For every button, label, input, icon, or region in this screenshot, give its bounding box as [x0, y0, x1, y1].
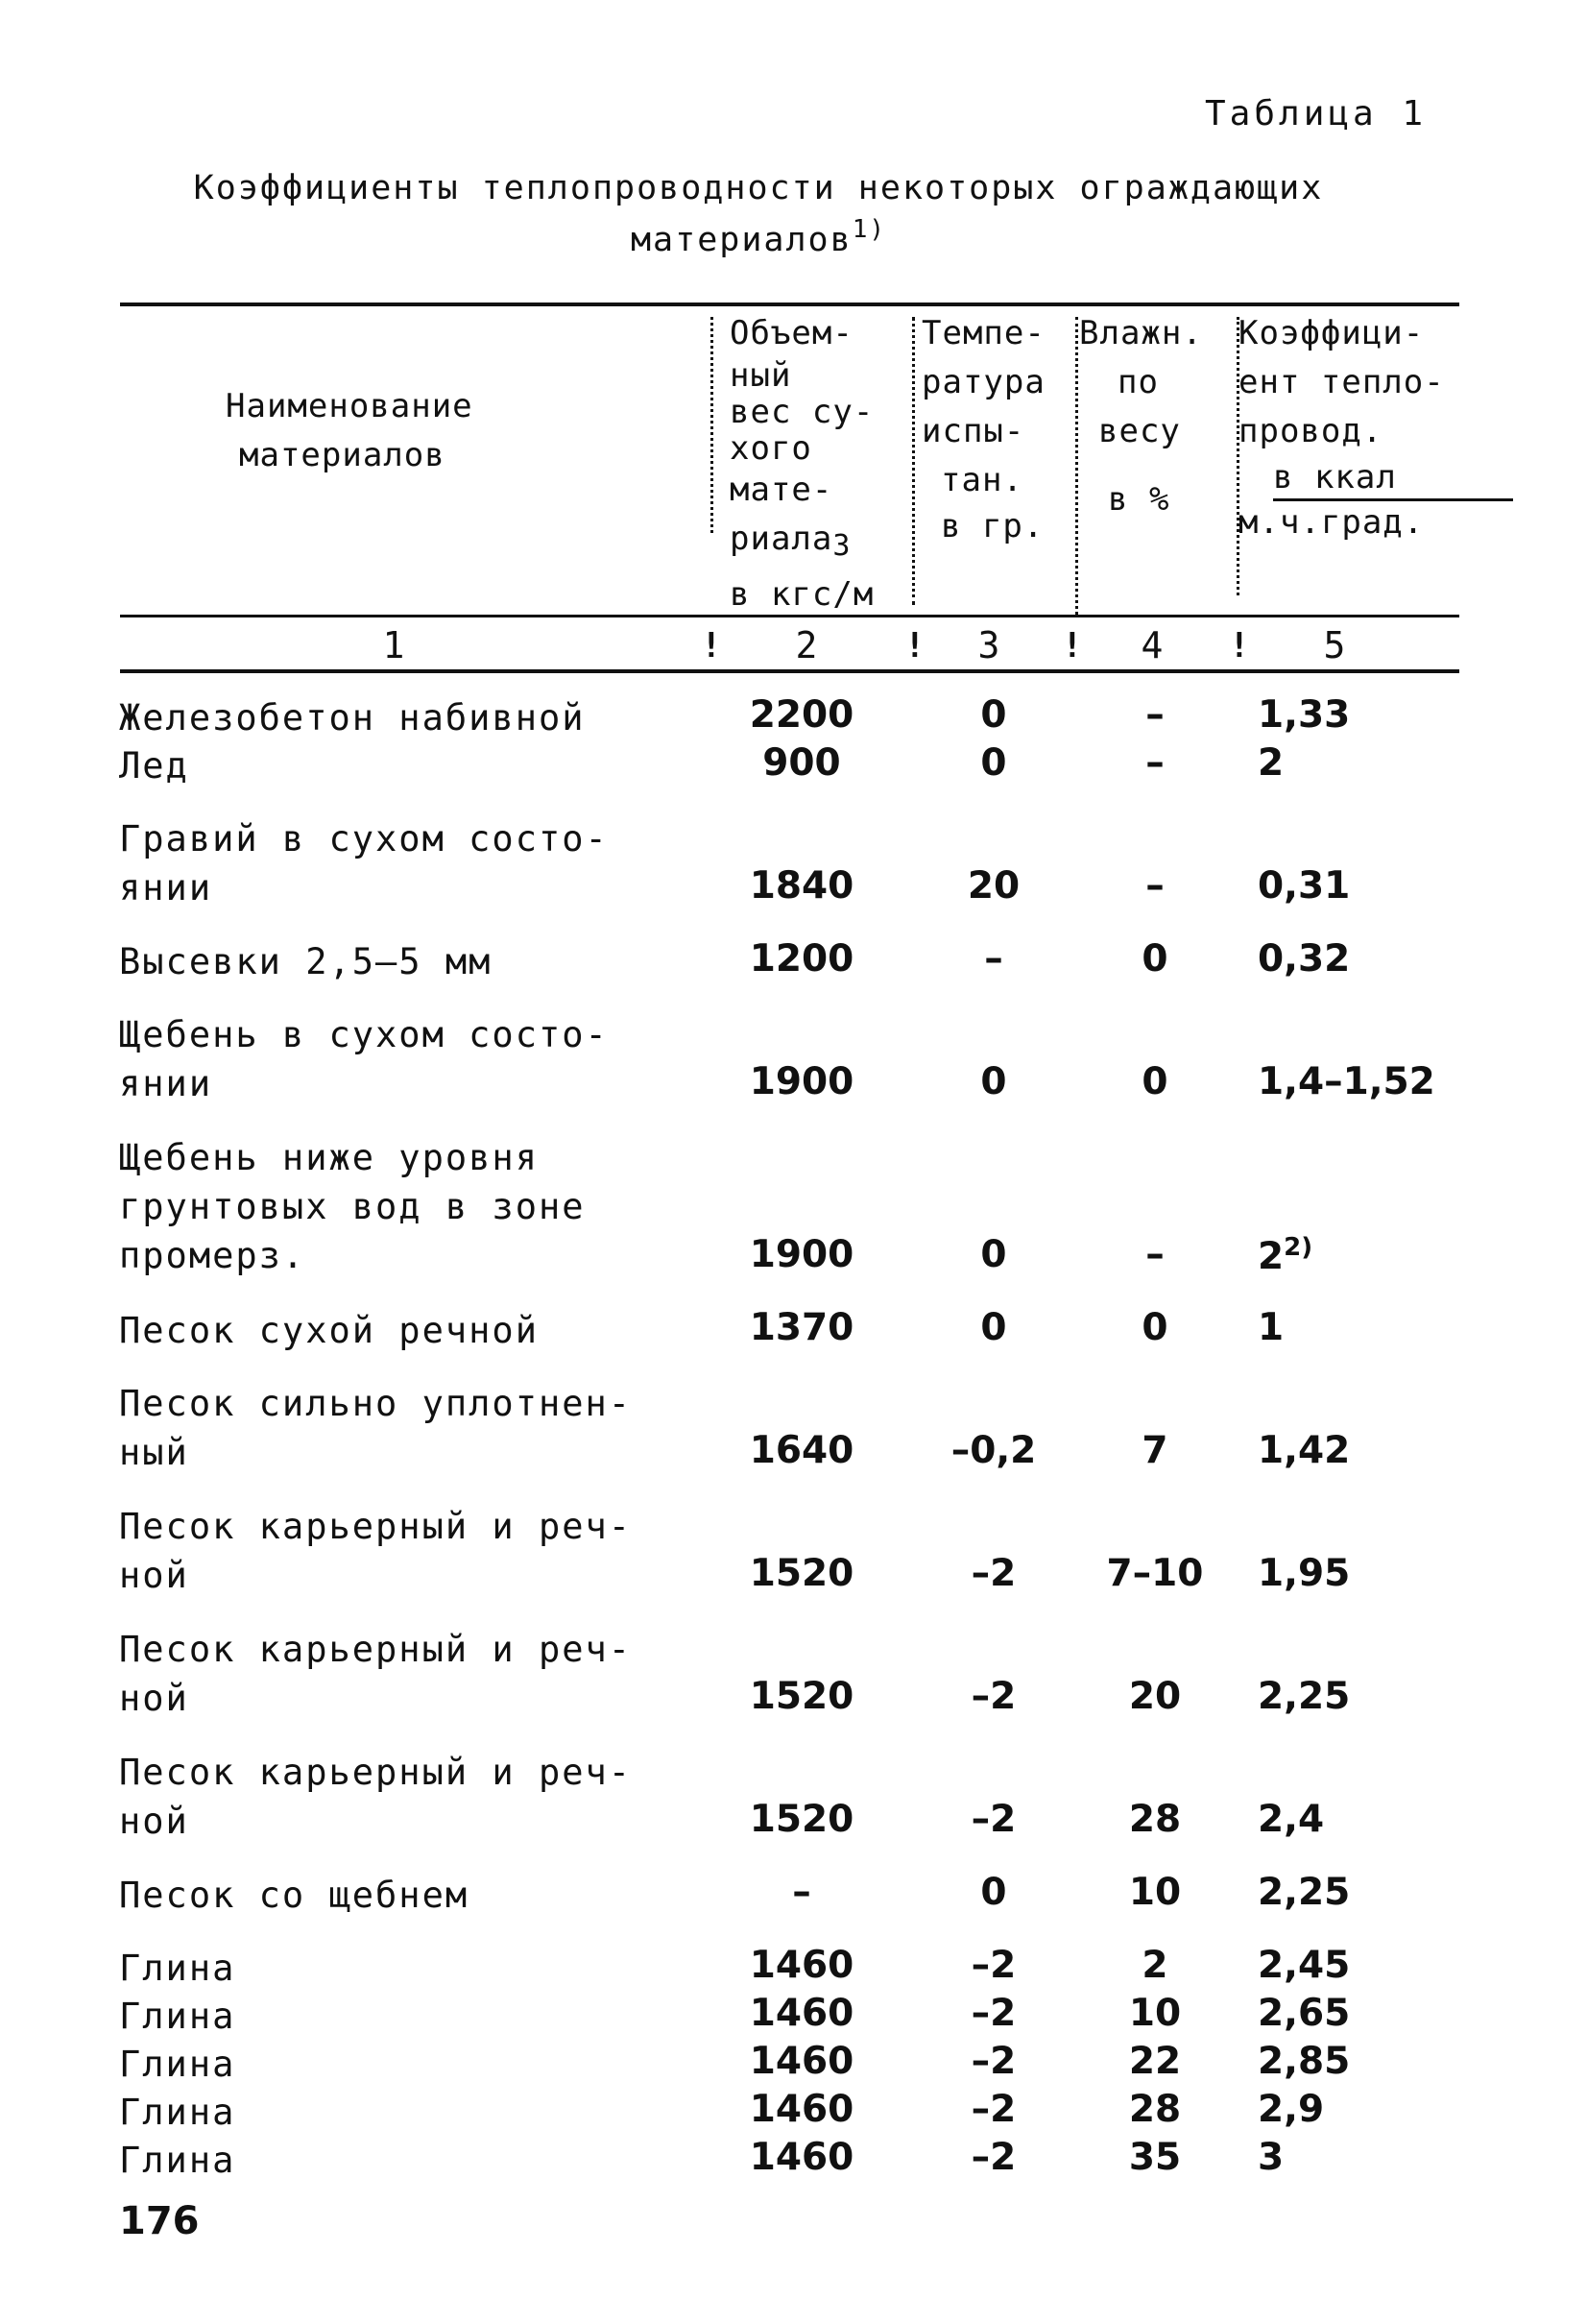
row-moisture: –	[1145, 1233, 1165, 1276]
row-volume-weight: 2200	[749, 693, 854, 737]
header-name	[226, 382, 473, 480]
row-name	[119, 741, 685, 790]
row-name	[119, 1010, 685, 1108]
row-name-line: янии	[119, 867, 213, 908]
row-moisture: 22	[1128, 2040, 1182, 2083]
row-moisture: 2	[1142, 1944, 1168, 1987]
row-moisture: –	[1145, 693, 1165, 737]
row-temperature: 0	[980, 1233, 1007, 1276]
row-name-line: Песок со щебнем	[119, 1875, 469, 1916]
header-col2-line	[730, 515, 874, 570]
row-conductivity: 2,25	[1258, 1871, 1351, 1914]
row-temperature: –2	[971, 1992, 1017, 2035]
header-col2-line: в кгс/м	[730, 575, 875, 614]
title-footnote-mark: 1)	[852, 215, 887, 244]
row-name-line: грунтовых вод в зоне	[119, 1186, 586, 1227]
header-col2-line: Объем-	[730, 314, 854, 352]
row-temperature: –2	[971, 1552, 1017, 1595]
header-bottom-rule	[120, 615, 1459, 617]
row-temperature: 0	[980, 1871, 1007, 1914]
header-col3-line: ратура	[922, 363, 1046, 401]
table-title-word: материалов	[630, 221, 853, 259]
header-col2-line: вес су-	[730, 393, 875, 431]
table-top-rule	[120, 303, 1459, 306]
row-moisture: 0	[1142, 1306, 1168, 1349]
row-volume-weight: 1460	[749, 1992, 854, 2035]
row-name-line: ной	[119, 1555, 189, 1596]
row-temperature: –2	[971, 2040, 1017, 2083]
row-moisture: –	[1145, 864, 1165, 908]
row-name-line: Глина	[119, 2140, 236, 2181]
row-moisture: 10	[1128, 1871, 1182, 1914]
row-name-line: Глина	[119, 2044, 236, 2085]
row-conductivity-value: 2	[1258, 1235, 1285, 1278]
header-col3-line: в гр.	[941, 507, 1045, 545]
row-name	[119, 2040, 685, 2089]
row-name-line: Песок карьерный и реч-	[119, 1629, 633, 1670]
row-volume-weight: 1200	[749, 937, 854, 980]
row-temperature: 0	[980, 693, 1007, 737]
row-conductivity: 1,42	[1258, 1429, 1351, 1472]
row-name-line: янии	[119, 1063, 213, 1104]
header-col3	[922, 309, 1046, 547]
row-name	[119, 2136, 685, 2185]
row-name-line: Щебень ниже уровня	[119, 1137, 539, 1178]
header-col3-line: испы-	[922, 412, 1025, 450]
header-col4	[1079, 309, 1203, 524]
row-volume-weight: 1900	[749, 1060, 854, 1103]
row-moisture: 7–10	[1106, 1552, 1204, 1595]
row-conductivity: 1	[1258, 1306, 1285, 1349]
row-conductivity: 2,65	[1258, 1992, 1351, 2035]
column-separator-mark: !	[701, 626, 722, 666]
header-col2-line: ный	[730, 356, 792, 395]
row-temperature: –2	[971, 1798, 1017, 1841]
row-temperature: –0,2	[950, 1429, 1037, 1472]
row-conductivity: 1,95	[1258, 1552, 1351, 1595]
row-conductivity: 2	[1258, 741, 1285, 785]
header-col2-text: риала	[730, 520, 833, 558]
table-caption: Таблица 1	[1205, 94, 1428, 133]
column-separator-mark: !	[1229, 626, 1250, 666]
row-temperature: 20	[967, 864, 1021, 908]
column-number: 3	[977, 624, 1000, 666]
row-temperature: 0	[980, 1060, 1007, 1103]
header-col4-line: Влажн.	[1079, 314, 1203, 352]
header-col2	[730, 309, 874, 619]
row-moisture: 0	[1142, 937, 1168, 980]
row-name	[119, 1944, 685, 1993]
row-name	[119, 1871, 685, 1920]
row-temperature: –	[984, 937, 1003, 980]
header-separator	[1075, 317, 1078, 615]
row-moisture: 0	[1142, 1060, 1168, 1103]
header-col5-line: провод.	[1238, 412, 1383, 450]
row-name-line: Песок сухой речной	[119, 1310, 539, 1351]
row-conductivity: 2,45	[1258, 1944, 1351, 1987]
column-separator-mark: !	[904, 626, 926, 666]
row-name	[119, 1133, 685, 1280]
row-conductivity: 3	[1258, 2136, 1285, 2179]
header-separator	[710, 317, 713, 533]
row-name-line: Песок карьерный и реч-	[119, 1752, 633, 1793]
row-name	[119, 693, 685, 742]
row-volume-weight: 1520	[749, 1552, 854, 1595]
row-name-line: Глина	[119, 1948, 236, 1989]
row-temperature: –2	[971, 2136, 1017, 2179]
row-name	[119, 814, 685, 912]
row-name-line: промерз.	[119, 1235, 306, 1276]
row-conductivity: 2,25	[1258, 1675, 1351, 1718]
header-col2-line: мате-	[730, 471, 833, 509]
row-temperature: –2	[971, 1944, 1017, 1987]
row-name-line: Железобетон набивной	[119, 697, 586, 738]
row-volume-weight: 1640	[749, 1429, 854, 1472]
row-volume-weight: 900	[762, 741, 841, 785]
row-name	[119, 1306, 685, 1355]
row-conductivity: 0,32	[1258, 937, 1351, 980]
row-conductivity: 0,31	[1258, 864, 1351, 908]
row-name-line: ный	[119, 1432, 189, 1473]
row-name	[119, 1379, 685, 1477]
header-separator	[912, 317, 915, 605]
row-volume-weight: 1460	[749, 2088, 854, 2131]
row-volume-weight: 1460	[749, 2136, 854, 2179]
row-volume-weight: 1460	[749, 2040, 854, 2083]
row-name-line: Песок карьерный и реч-	[119, 1506, 633, 1547]
row-name-line: Песок сильно уплотнен-	[119, 1383, 633, 1424]
row-conductivity	[1258, 1233, 1488, 1278]
row-volume-weight: 1840	[749, 864, 854, 908]
row-conductivity: 2,9	[1258, 2088, 1325, 2131]
row-moisture: 28	[1128, 2088, 1182, 2131]
row-name-line: ной	[119, 1678, 189, 1719]
row-name-line: Глина	[119, 1996, 236, 2037]
row-volume-weight: 1370	[749, 1306, 854, 1349]
row-volume-weight: –	[792, 1871, 811, 1914]
header-col4-line: весу	[1098, 412, 1181, 450]
row-temperature: –2	[971, 2088, 1017, 2131]
row-name-line: Лед	[119, 745, 189, 787]
row-temperature: 0	[980, 1306, 1007, 1349]
row-conductivity: 1,4–1,52	[1258, 1060, 1435, 1103]
row-name-line: Глина	[119, 2092, 236, 2133]
row-moisture: 10	[1128, 1992, 1182, 2035]
header-col4-line: в %	[1108, 480, 1170, 519]
header-col5	[1238, 309, 1513, 544]
row-moisture: 28	[1128, 1798, 1182, 1841]
row-temperature: –2	[971, 1675, 1017, 1718]
header-col2-exp: 3	[832, 529, 852, 563]
column-number: 1	[382, 624, 405, 666]
column-separator-mark: !	[1062, 626, 1083, 666]
footnote-mark: 2)	[1284, 1233, 1313, 1262]
numbers-bottom-rule	[120, 669, 1459, 673]
column-number: 4	[1141, 624, 1164, 666]
header-col2-line: хого	[730, 429, 812, 468]
row-name-line: ной	[119, 1801, 189, 1842]
header-col3-line: тан.	[941, 461, 1023, 499]
row-name-line: Гравий в сухом состо-	[119, 818, 609, 859]
header-col5-line: Коэффици-	[1238, 314, 1425, 352]
row-conductivity: 2,4	[1258, 1798, 1325, 1841]
column-number: 5	[1323, 624, 1346, 666]
table-title-line2	[115, 215, 1402, 259]
row-moisture: –	[1145, 741, 1165, 785]
row-temperature: 0	[980, 741, 1007, 785]
row-name	[119, 1625, 685, 1723]
row-conductivity: 1,33	[1258, 693, 1351, 737]
row-volume-weight: 1900	[749, 1233, 854, 1276]
row-moisture: 7	[1142, 1429, 1168, 1472]
header-separator	[1237, 317, 1239, 595]
row-moisture: 35	[1128, 2136, 1182, 2179]
header-name-line: Наименование	[226, 387, 473, 425]
header-col5-line: м.ч.град.	[1238, 503, 1425, 542]
row-volume-weight: 1520	[749, 1798, 854, 1841]
header-col4-line: по	[1118, 363, 1159, 401]
row-name	[119, 1748, 685, 1846]
table-title-line1: Коэффициенты теплопроводности некоторых ограждающих	[193, 169, 1324, 207]
row-name	[119, 937, 685, 986]
row-moisture: 20	[1128, 1675, 1182, 1718]
header-col3-line: Темпе-	[922, 314, 1046, 352]
header-col5-line: в ккал	[1273, 456, 1513, 501]
header-col5-line: ент тепло-	[1238, 363, 1445, 401]
column-number: 2	[795, 624, 818, 666]
row-name	[119, 2088, 685, 2137]
row-conductivity: 2,85	[1258, 2040, 1351, 2083]
row-name-line: Щебень в сухом состо-	[119, 1014, 609, 1055]
row-name-line: Высевки 2,5–5 мм	[119, 941, 493, 982]
row-name	[119, 1992, 685, 2041]
row-volume-weight: 1520	[749, 1675, 854, 1718]
row-volume-weight: 1460	[749, 1944, 854, 1987]
row-name	[119, 1502, 685, 1600]
header-name-line: материалов	[239, 436, 445, 474]
page-number: 176	[119, 2199, 200, 2243]
